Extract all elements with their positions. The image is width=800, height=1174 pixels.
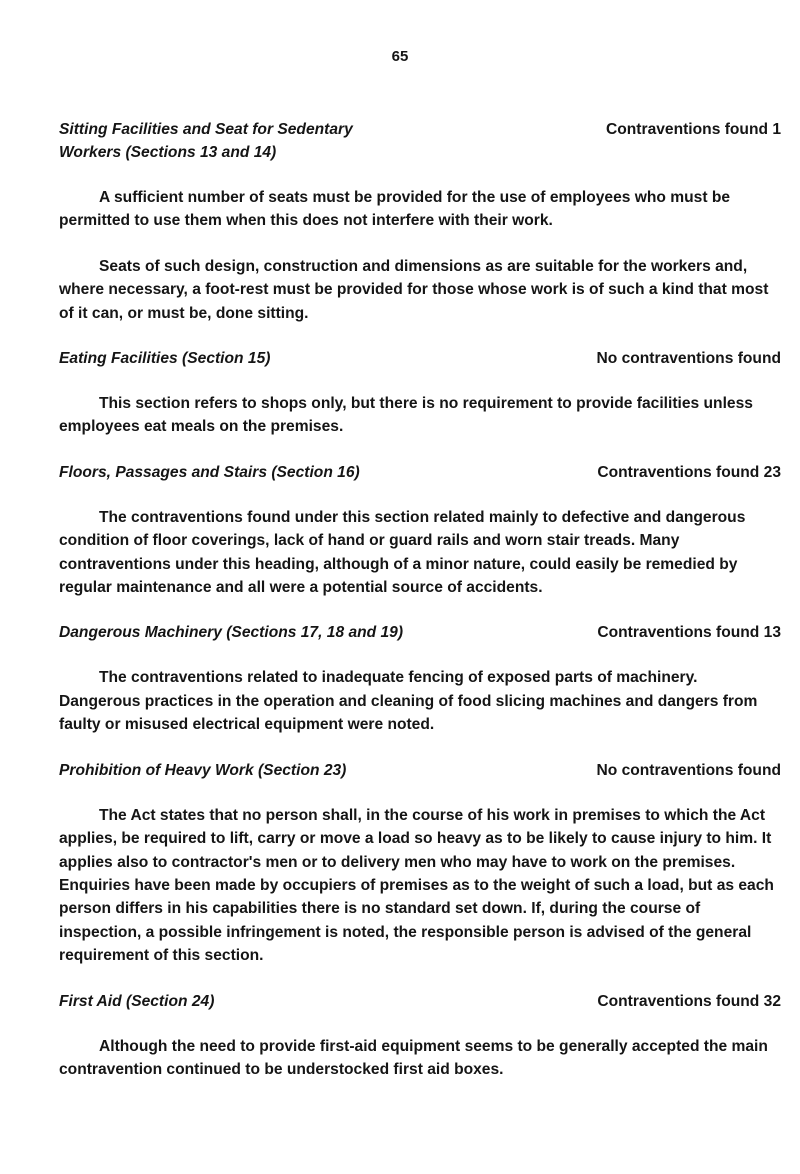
section-prohibition-heavy-work xyxy=(59,759,781,968)
section-title: Dangerous Machinery (Sections 17, 18 and 19) xyxy=(59,624,404,642)
section-title: Floors, Passages and Stairs (Section 16) xyxy=(59,463,360,481)
section-heading xyxy=(59,990,781,1013)
section-title: First Aid (Section 24) xyxy=(59,992,215,1010)
section-status: Contraventions found 1 xyxy=(606,121,781,138)
section-heading xyxy=(59,347,781,370)
section-title: Sitting Facilities and Seat for Sedentary Workers (Sections 13 and 14) xyxy=(59,121,353,161)
section-heading xyxy=(59,118,781,164)
paragraph: The Act states that no person shall, in the course of his work in premises to which the Act applies, be required to lift, carry or move a load so heavy as to be likely to cause injury to him. It applies also to contractor's men or to delivery men who may have to work on the premises. Enquiries have been made by occupiers of premises as to the weight of such a load, but as each person differs in his capabilities there is no standard set down. If, during the course of inspection, a possible infringement is noted, the responsible person is advised of the general requirement of this section. xyxy=(59,806,774,965)
paragraph: Seats of such design, construction and dimensions as are suitable for the workers and, where necessary, a foot-rest must be provided for those whose work is of such a kind that most of it can, or must be, done sitting. xyxy=(59,257,769,322)
page-number: 65 xyxy=(391,48,409,65)
section-floors-passages-stairs xyxy=(59,461,781,600)
section-status: No contraventions found xyxy=(596,761,781,779)
section-heading xyxy=(59,759,781,782)
section-title: Eating Facilities (Section 15) xyxy=(59,350,271,368)
paragraph: A sufficient number of seats must be provided for the use of employees who must be permitted to use them when this does not interfere with their work. xyxy=(59,189,731,230)
document-body xyxy=(59,118,781,1103)
paragraph: The contraventions related to inadequate fencing of exposed parts of machinery. Dangerous practices in the operation and cleaning of food slicing machines and dangers from faulty or misused electrical equipment were noted. xyxy=(59,669,758,734)
section-heading xyxy=(59,621,781,644)
section-first-aid xyxy=(59,990,781,1082)
section-title: Prohibition of Heavy Work (Section 23) xyxy=(59,761,347,779)
paragraph: Although the need to provide first-aid equipment seems to be generally accepted the main contravention continued to be understocked first aid boxes. xyxy=(59,1037,768,1078)
section-eating-facilities xyxy=(59,347,781,439)
section-status: No contraventions found xyxy=(596,350,781,368)
paragraph: The contraventions found under this section related mainly to defective and dangerous condition of floor coverings, lack of hand or guard rails and worn stair treads. Many contraventions under this heading, although of a minor nature, could easily be remedied by regular maintenance and all were a potential source of accidents. xyxy=(59,508,746,597)
section-status: Contraventions found 23 xyxy=(597,463,781,481)
section-heading xyxy=(59,461,781,484)
section-sitting-facilities xyxy=(59,118,781,325)
section-status: Contraventions found 32 xyxy=(597,992,781,1010)
section-dangerous-machinery xyxy=(59,621,781,736)
paragraph: This section refers to shops only, but there is no requirement to provide facilities unless employees eat meals on the premises. xyxy=(59,395,753,436)
section-status: Contraventions found 13 xyxy=(597,624,781,642)
